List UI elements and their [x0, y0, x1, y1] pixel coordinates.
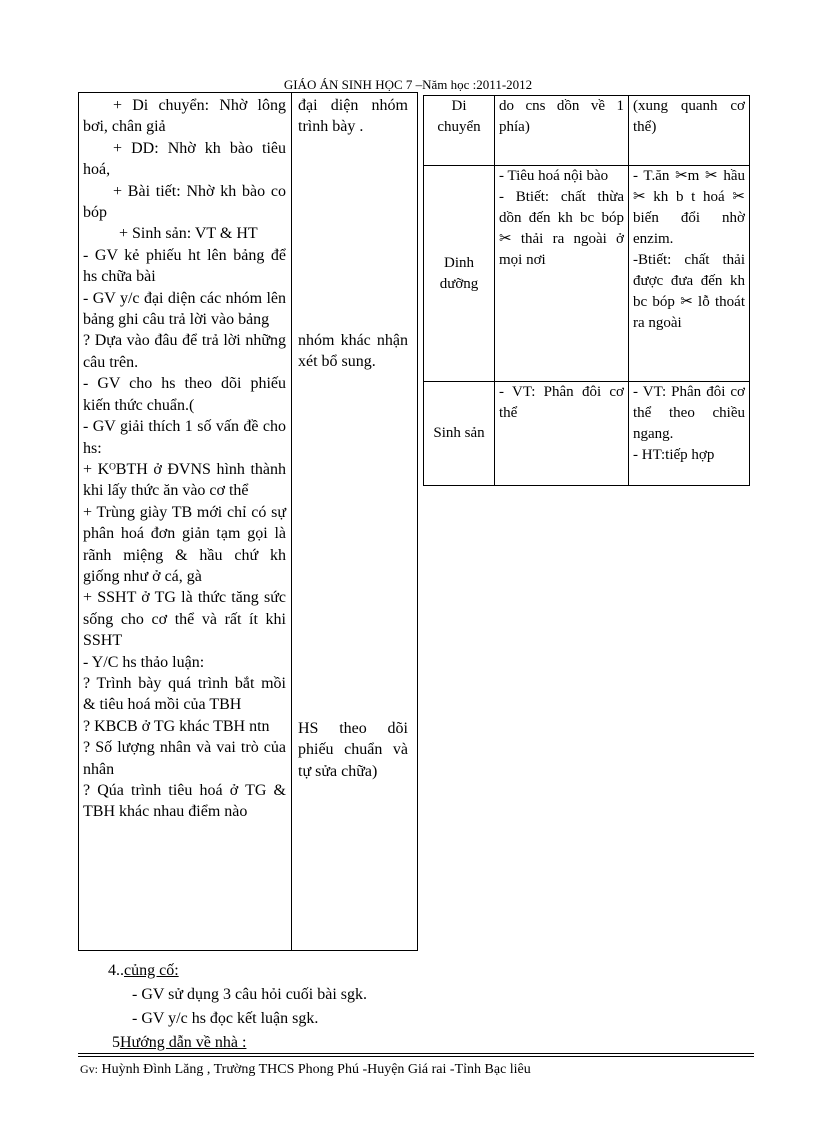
consolidation-item: - GV sử dụng 3 câu hỏi cuối bài sgk.	[132, 986, 368, 1003]
section-number: 5	[112, 1034, 120, 1051]
consolidation-heading	[80, 959, 367, 983]
gv-line: ? Qúa trình tiêu hoá ở TG & TBH khác nhau điểm nào	[83, 782, 286, 821]
footer-text: Huỳnh Đình Lăng , Trường THCS Phong Phú -Huyện Giá rai -Tỉnh Bạc liêu	[98, 1062, 531, 1077]
gv-line: ? Dựa vào đâu để trả lời những câu trên.	[83, 332, 286, 371]
row-label: Di chuyển	[424, 96, 495, 166]
row-label: Dinh dưỡng	[424, 166, 495, 382]
table-cell: (xung quanh cơ thể)	[629, 96, 750, 166]
footer-rule	[78, 1056, 754, 1057]
gv-line: + Bài tiết: Nhờ kh bào co bóp	[83, 182, 286, 222]
table-cell: - T.ăn ✂m ✂ hầu ✂ kh b t hoá ✂ biến đổi nhờ enzim. -Btiết: chất thải được đưa đến kh bc bóp ✂ lỗ thoát ra ngoài	[629, 166, 750, 382]
gv-line: + Trùng giày TB mới chỉ có sự phân hoá đơn giản tạm gọi là rãnh miệng & hầu chứ kh giống như ở cá, gà	[83, 503, 286, 585]
table-cell: do cns dồn về 1 phía)	[495, 96, 629, 166]
gv-line: + KᴼBTH ở ĐVNS hình thành khi lấy thức ăn vào cơ thể	[83, 460, 286, 500]
table-cell: - VT: Phân đôi cơ thể theo chiều ngang. - HT:tiếp hợp	[629, 382, 750, 486]
footer-prefix: Gv:	[80, 1062, 98, 1076]
table-row	[424, 166, 750, 382]
hs-activity-1: đại diện nhóm trình bày .	[298, 97, 408, 136]
section-number: 4..	[108, 962, 124, 979]
footer-rule	[78, 1053, 754, 1054]
gv-line: - GV y/c đại diện các nhóm lên bảng ghi câu trả lời vào bảng	[83, 289, 286, 329]
gv-line: + Sinh sản: VT & HT	[119, 225, 258, 243]
consolidation-item: - GV y/c hs đọc kết luận sgk.	[132, 1010, 319, 1027]
gv-line: + SSHT ở TG là thức tăng sức sống cho cơ thể và rất ít khi SSHT	[83, 589, 286, 650]
gv-line: - GV giải thích 1 số vấn đề cho hs:	[83, 418, 286, 457]
section-title: củng cố:	[124, 962, 179, 979]
table-row	[424, 382, 750, 486]
table-row	[424, 96, 750, 166]
hs-activity-3: HS theo dõi phiếu chuẩn và tự sửa chữa)	[298, 720, 408, 780]
gv-line: - Y/C hs thảo luận:	[83, 653, 205, 671]
gv-line: ? Trình bày quá trình bắt mồi & tiêu hoá mồi của TBH	[83, 674, 286, 714]
column-divider	[291, 92, 292, 951]
gv-line: - GV cho hs theo dõi phiếu kiến thức chuẩn.(	[83, 375, 286, 414]
row-label: Sinh sản	[424, 382, 495, 486]
comparison-table	[423, 95, 750, 486]
hs-activity-2: nhóm khác nhận xét bổ sung.	[298, 332, 408, 371]
table-cell: - Tiêu hoá nội bào - Btiết: chất thừa dồn đến kh bc bóp ✂ thải ra ngoài ở mọi nơi	[495, 166, 629, 382]
gv-line: + DD: Nhờ kh bào tiêu hoá,	[83, 139, 286, 179]
gv-line: + Di chuyển: Nhờ lông bơi, chân giả	[83, 97, 286, 136]
gv-line: ? Số lượng nhân và vai trò của nhân	[83, 739, 286, 778]
gv-line: ? KBCB ở TG khác TBH ntn	[83, 717, 270, 735]
consolidation-section	[80, 959, 367, 1055]
page-header: GIÁO ÁN SINH HỌC 7 –Năm học :2011-2012	[283, 77, 533, 92]
table-cell: - VT: Phân đôi cơ thể	[495, 382, 629, 486]
page-footer	[80, 1060, 531, 1079]
gv-line: - GV kẻ phiếu ht lên bảng để hs chữa bài	[83, 246, 286, 286]
section-title: Hướng dẫn về nhà :	[120, 1034, 247, 1051]
homework-heading	[80, 1031, 367, 1055]
teacher-activity-column	[83, 95, 286, 823]
